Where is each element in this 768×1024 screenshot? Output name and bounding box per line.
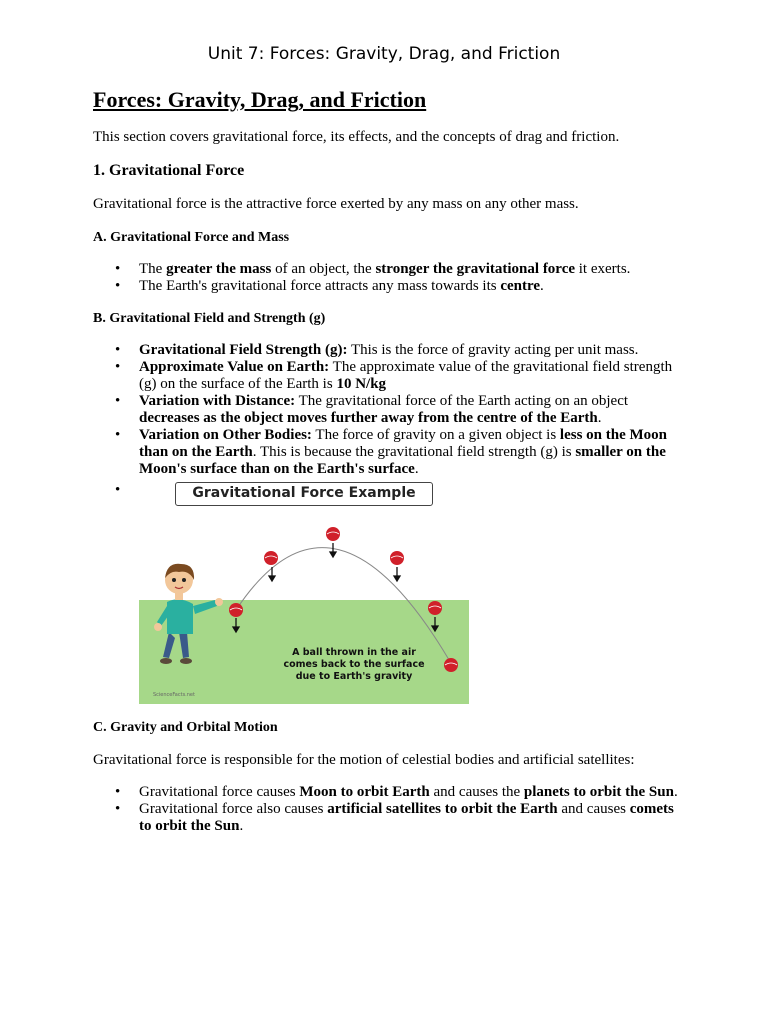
list-item: • The Earth's gravitational force attracts any mass towards its centre.	[139, 278, 683, 295]
intro-paragraph: This section covers gravitational force, its effects, and the concepts of drag and friction.	[93, 129, 620, 145]
ball-4-icon	[390, 551, 404, 565]
ball-3-icon	[326, 527, 340, 541]
document-body	[93, 86, 683, 849]
list-item: • The greater the mass of an object, the stronger the gravitational force it exerts.	[139, 261, 683, 278]
list-item: • Gravitational force causes Moon to orbit Earth and causes the planets to orbit the Sun.	[139, 784, 683, 801]
section-heading-gravitational-force: 1. Gravitational Force	[93, 162, 245, 179]
ball-2-icon	[264, 551, 278, 565]
page-header-title: Unit 7: Forces: Gravity, Drag, and Friction	[207, 44, 561, 64]
figure-title-box: • Gravitational Force Example	[175, 482, 433, 506]
list-item-figure	[139, 482, 683, 704]
list-item: • Variation on Other Bodies: The force of gravity on a given object is less on the Moon than on the Earth. This is because the gravitational field strength (g) is smaller on the Moon's surface than on the Earth's surface.	[139, 427, 683, 478]
ball-1-icon	[229, 603, 243, 617]
list-item: • Variation with Distance: The gravitational force of the Earth acting on an object decreases as the object moves further away from the centre of the Earth.	[139, 393, 683, 427]
bullet-list-field-and-strength	[93, 342, 683, 478]
list-item: • Approximate Value on Earth: The approximate value of the gravitational field strength (g) on the surface of the Earth is 10 N/kg	[139, 359, 683, 393]
subheading-field-and-strength: B. Gravitational Field and Strength (g)	[93, 311, 326, 326]
list-item: • Gravitational Field Strength (g): This is the force of gravity acting per unit mass.	[139, 342, 683, 359]
figure-logo: ScienceFacts.net	[153, 692, 195, 698]
ball-6-icon	[444, 658, 458, 672]
page-title: Forces: Gravity, Drag, and Friction	[93, 87, 427, 112]
figure-caption: A ball thrown in the air comes back to the surface due to Earth's gravity	[283, 647, 425, 682]
list-item: • Gravitational force also causes artificial satellites to orbit the Earth and causes comets to orbit the Sun.	[139, 801, 683, 835]
section-paragraph: Gravitational force is responsible for the motion of celestial bodies and artificial satellites:	[93, 752, 635, 768]
section-paragraph: Gravitational force is the attractive force exerted by any mass on any other mass.	[93, 196, 579, 212]
subheading-force-and-mass: A. Gravitational Force and Mass	[93, 230, 290, 245]
bullet-list-force-and-mass	[93, 261, 683, 295]
bullet-list-figure	[93, 482, 683, 704]
subheading-orbital-motion: C. Gravity and Orbital Motion	[93, 720, 278, 735]
bullet-list-orbital-motion	[93, 784, 683, 835]
gravity-example-figure	[92, 482, 469, 704]
ball-5-icon	[428, 601, 442, 615]
